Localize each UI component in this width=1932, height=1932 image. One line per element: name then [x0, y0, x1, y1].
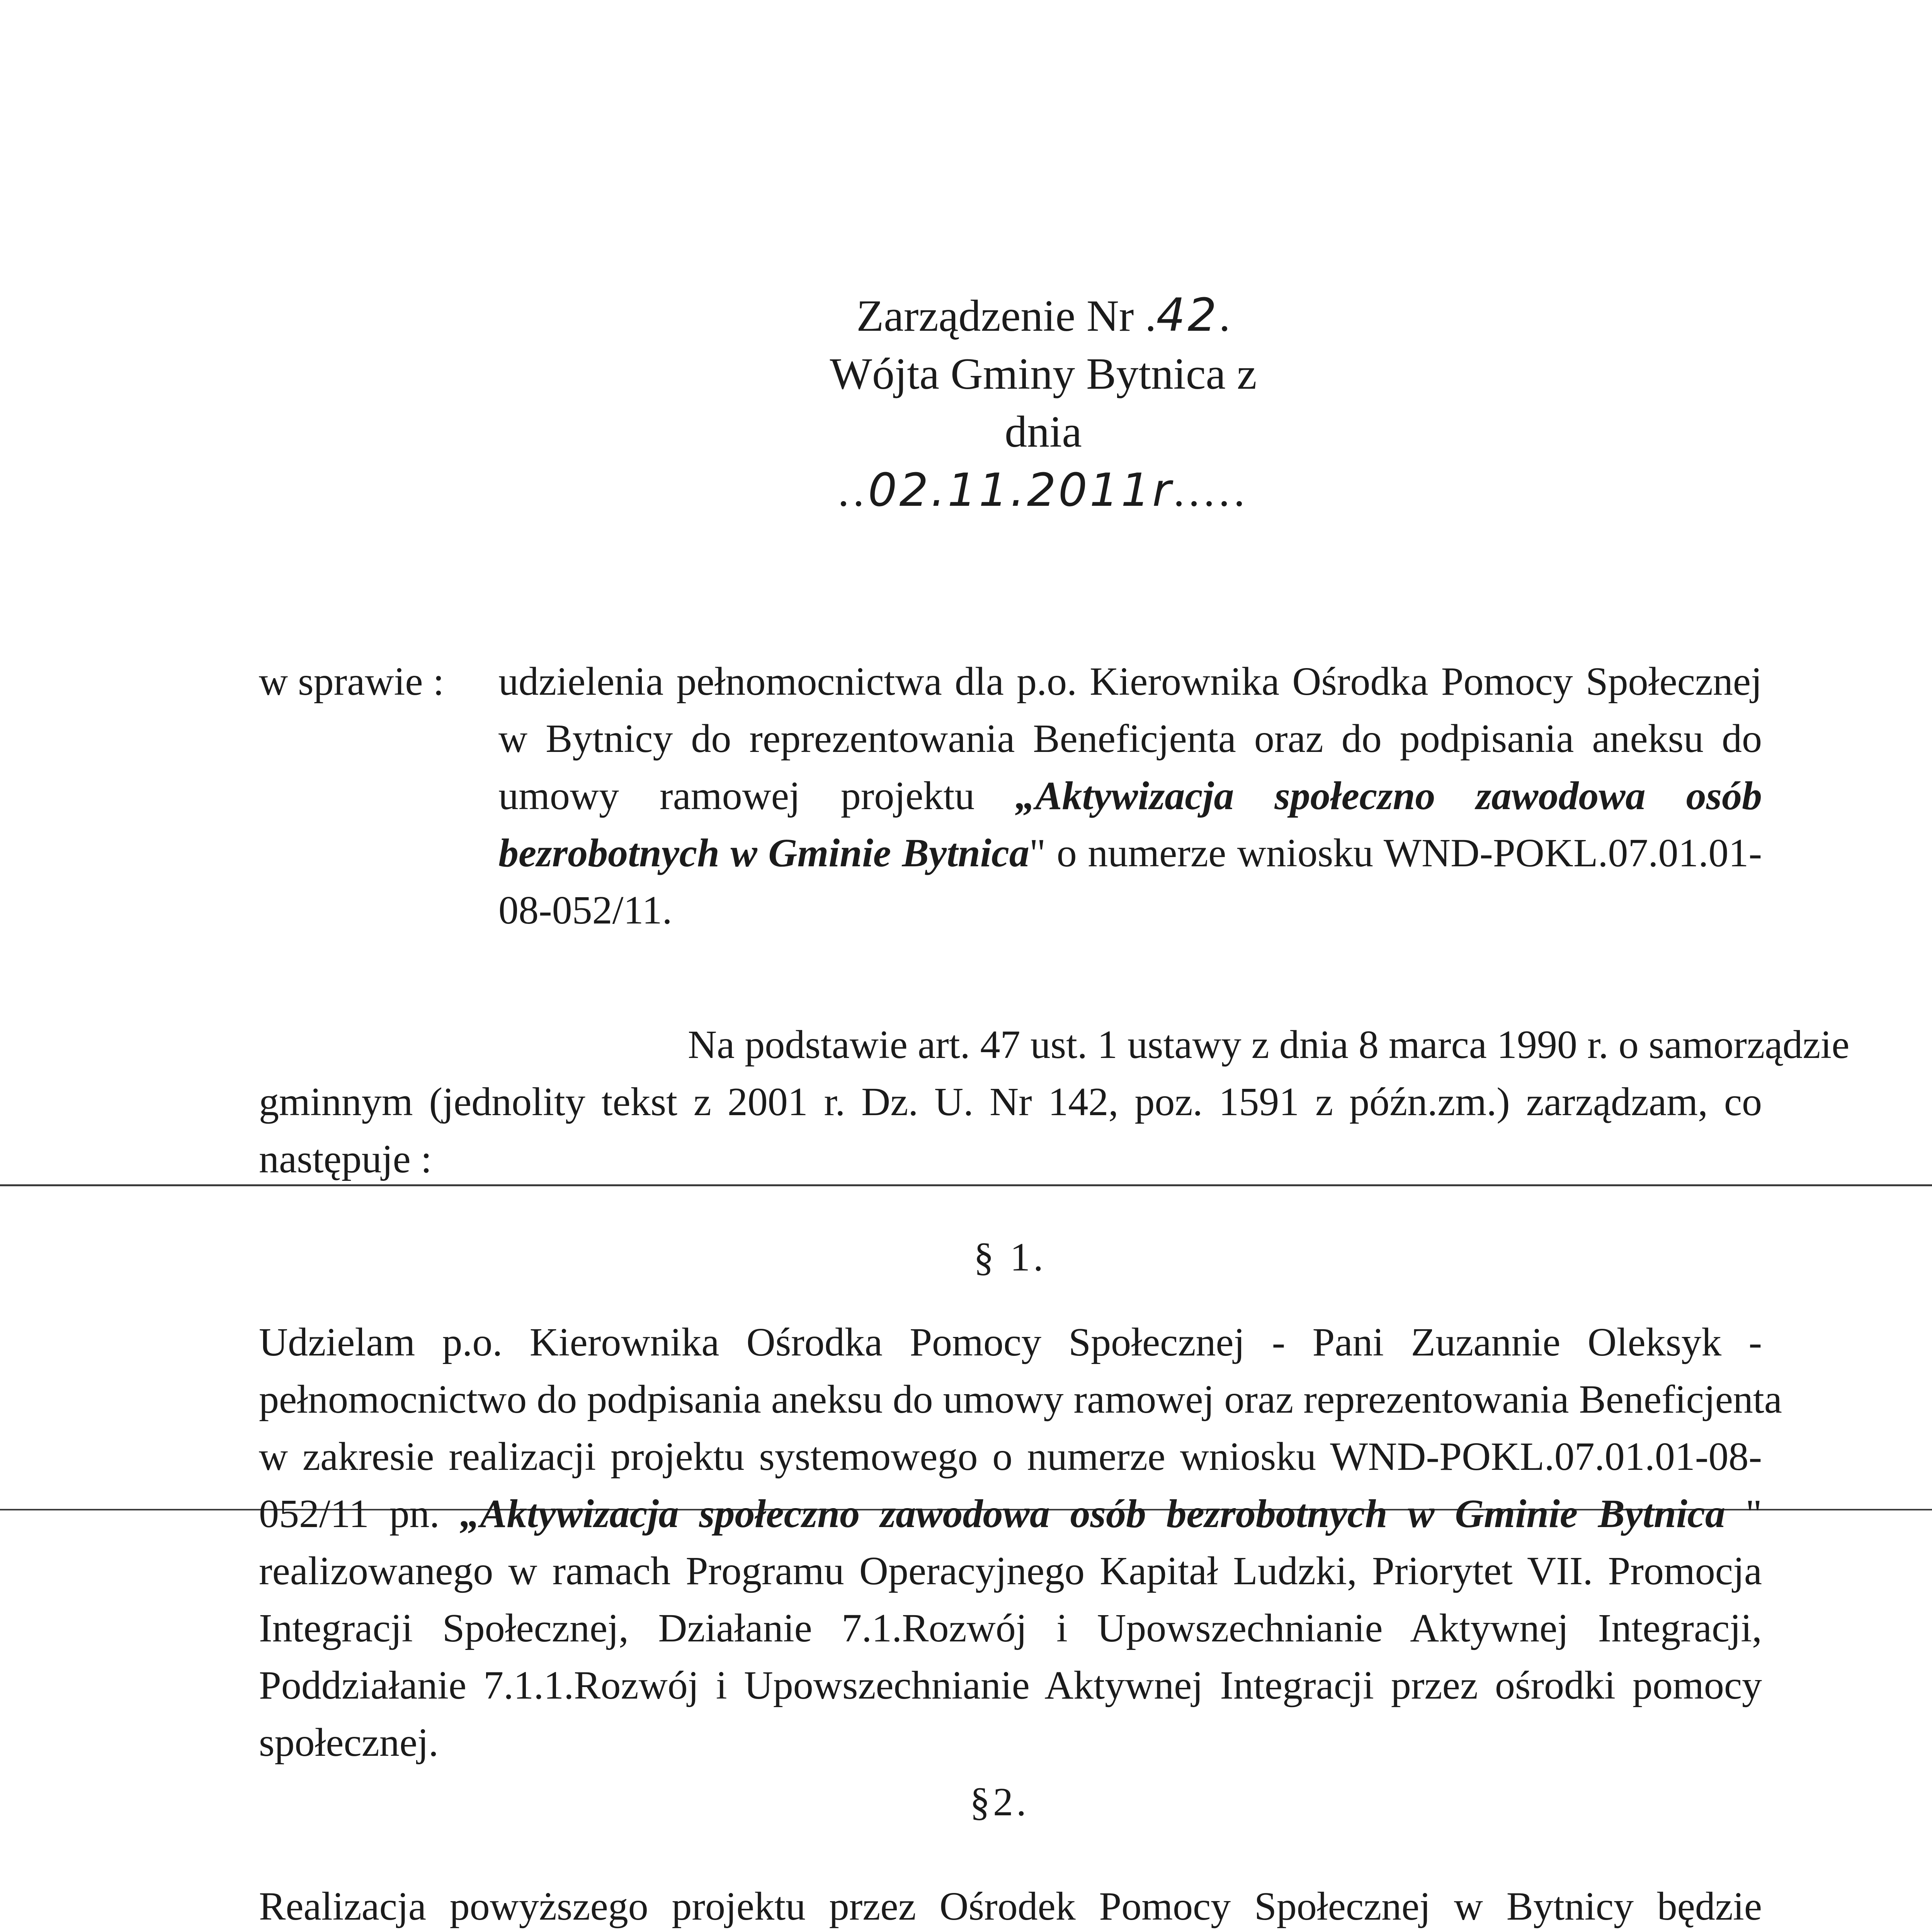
subject-label: w sprawie : [259, 659, 444, 704]
document-header [792, 286, 1294, 520]
legal-basis: Na podstawie art. 47 ust. 1 ustawy z dnia 8 marca 1990 r. o samorządzie gminnym (jednolity tekst z 2001 r. Dz. U. Nr 142, poz. 1591 z późn.zm.) zarządzam, co następuje : [259, 1022, 1850, 1181]
handwritten-date: 02.11.2011r [868, 463, 1173, 517]
section-1-text: Udzielam p.o. Kierownika Ośrodka Pomocy Społecznej - Pani Zuzannie Oleksyk - pełnomocnictwo do podpisania aneksu do umowy ramowej oraz reprezentowania Beneficjenta w zakresie realizacji projektu systemowego o numerze wniosku WND-POKL.07.01.01-08- 052/11 pn. „Aktywizacja społeczno zawodowa osób bezrobotnych w Gminie Bytnica " realizowanego w ramach Programu Operacyjnego Kapitał Ludzki, Priorytet VII. Promocja Integracji Społecznej, Działanie 7.1.Rozwój i Upowszechnianie Aktywnej Integracji, Poddziałanie 7.1.1.Rozwój i Upowszechnianie Aktywnej Integracji przez ośrodki pomocy społecznej. [259, 1320, 1782, 1765]
section-2-text: Realizacja powyższego projektu przez Ośrodek Pomocy Społecznej w Bytnicy będzie [259, 1884, 1762, 1929]
section-2-heading: §2. [970, 1780, 1029, 1824]
subject-text: udzielenia pełnomocnictwa dla p.o. Kierownika Ośrodka Pomocy Społecznej w Bytnicy do reprezentowania Beneficjenta oraz do podpisania aneksu do umowy ramowej projektu „Aktywizacja społeczno zawodowa osób bezrobotnych w Gminie Bytnica" o numerze wniosku WND-POKL.07.01.01- 08-052/11. [498, 659, 1762, 932]
date-line: ..02.11.2011r..... [838, 463, 1249, 517]
date-label: dnia [1005, 407, 1082, 457]
issuing-authority: Wójta Gminy Bytnica z [830, 349, 1257, 399]
order-title: Zarządzenie Nr .42. [856, 288, 1230, 342]
handwritten-number: 42 [1156, 288, 1219, 342]
section-1-heading: § 1. [974, 1235, 1046, 1279]
